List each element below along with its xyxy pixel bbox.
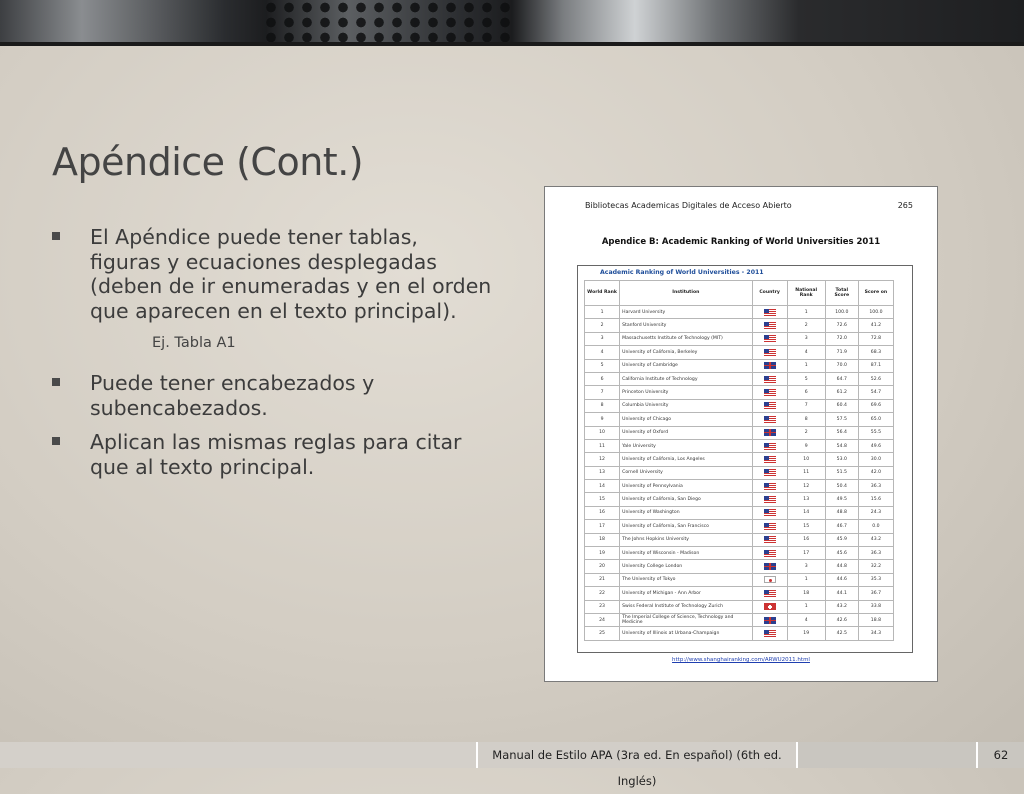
cell-score-on: 15.6 (858, 493, 893, 506)
table-row (585, 399, 894, 412)
cell-score-on: 65.0 (858, 413, 893, 426)
cell-institution[interactable]: Massachusetts Institute of Technology (MIT) (620, 332, 752, 345)
cell-score-on: 34.3 (858, 627, 893, 640)
cell-total-score: 45.6 (825, 547, 858, 560)
cell-total-score: 64.7 (825, 372, 858, 385)
bullet-text-1: El Apéndice puede tener tablas, figuras y ecuaciones desplegadas (deben de ir enumeradas y en el orden que aparecen en el texto principal). (90, 225, 492, 323)
cell-total-score: 42.5 (825, 627, 858, 640)
bullet-text-3: Aplican las mismas reglas para citar que al texto principal. (90, 430, 462, 479)
cell-national-rank: 17 (787, 547, 825, 560)
bullet-item-1 (52, 225, 492, 323)
cell-world-rank: 12 (585, 453, 620, 466)
bullet-text-2: Puede tener encabezados y subencabezados. (90, 371, 375, 420)
cell-national-rank: 1 (787, 573, 825, 586)
cell-total-score: 48.8 (825, 506, 858, 519)
slide-title: Apéndice (Cont.) (52, 140, 364, 184)
footer-empty-cell (0, 742, 476, 768)
table-header-row (585, 281, 894, 306)
cell-country (752, 506, 787, 519)
cell-world-rank: 6 (585, 372, 620, 385)
cell-world-rank: 15 (585, 493, 620, 506)
cell-national-rank: 5 (787, 372, 825, 385)
cell-country (752, 560, 787, 573)
square-bullet-icon (52, 378, 60, 386)
cell-country (752, 587, 787, 600)
cell-institution[interactable]: The Imperial College of Science, Technology and Medicine (620, 613, 752, 626)
cell-total-score: 51.5 (825, 466, 858, 479)
cell-world-rank: 16 (585, 506, 620, 519)
cell-score-on: 33.8 (858, 600, 893, 613)
cell-score-on: 18.8 (858, 613, 893, 626)
cell-world-rank: 4 (585, 346, 620, 359)
banner-shadow (0, 42, 1024, 46)
flag-us-icon (764, 483, 776, 490)
cell-score-on: 69.6 (858, 399, 893, 412)
cell-institution[interactable]: University of Illinois at Urbana-Champaign (620, 627, 752, 640)
cell-national-rank: 9 (787, 439, 825, 452)
flag-ch-icon (764, 603, 776, 610)
header-banner-image (0, 0, 1024, 46)
flag-us-icon (764, 402, 776, 409)
slide-footer (0, 742, 1024, 788)
flag-us-icon (764, 443, 776, 450)
cell-total-score: 72.6 (825, 319, 858, 332)
cell-national-rank: 2 (787, 319, 825, 332)
cell-score-on: 24.3 (858, 506, 893, 519)
cell-national-rank: 19 (787, 627, 825, 640)
bullet-list (52, 225, 492, 489)
cell-national-rank: 1 (787, 359, 825, 372)
cell-world-rank: 11 (585, 439, 620, 452)
cell-institution[interactable]: University College London (620, 560, 752, 573)
column-header-total-score: Total Score (825, 281, 858, 306)
cell-national-rank: 10 (787, 453, 825, 466)
cell-world-rank: 9 (585, 413, 620, 426)
flag-us-icon (764, 496, 776, 503)
cell-country (752, 399, 787, 412)
cell-country (752, 453, 787, 466)
bullet-item-3 (52, 430, 492, 479)
cell-institution[interactable]: The Johns Hopkins University (620, 533, 752, 546)
flag-us-icon (764, 309, 776, 316)
cell-country (752, 533, 787, 546)
cell-score-on: 55.5 (858, 426, 893, 439)
cell-world-rank: 18 (585, 533, 620, 546)
cell-national-rank: 3 (787, 560, 825, 573)
cell-country (752, 413, 787, 426)
flag-uk-icon (764, 429, 776, 436)
cell-country (752, 319, 787, 332)
cell-country (752, 346, 787, 359)
cell-total-score: 46.7 (825, 520, 858, 533)
cell-country (752, 426, 787, 439)
cell-world-rank: 22 (585, 587, 620, 600)
column-header-institution: Institution (620, 281, 752, 306)
cell-total-score: 44.6 (825, 573, 858, 586)
cell-institution[interactable]: Princeton University (620, 386, 752, 399)
flag-us-icon (764, 590, 776, 597)
flag-us-icon (764, 509, 776, 516)
cell-total-score: 44.8 (825, 560, 858, 573)
square-bullet-icon (52, 232, 60, 240)
cell-world-rank: 8 (585, 399, 620, 412)
cell-world-rank: 2 (585, 319, 620, 332)
table-row (585, 520, 894, 533)
document-header: Bibliotecas Academicas Digitales de Acceso Abierto (585, 201, 792, 210)
flag-uk-icon (764, 362, 776, 369)
cell-total-score: 61.2 (825, 386, 858, 399)
column-header-score-on: Score on (858, 281, 893, 306)
flag-us-icon (764, 389, 776, 396)
cell-national-rank: 8 (787, 413, 825, 426)
cell-institution[interactable]: University of Cambridge (620, 359, 752, 372)
table-row (585, 453, 894, 466)
cell-institution[interactable]: California Institute of Technology (620, 372, 752, 385)
cell-total-score: 44.1 (825, 587, 858, 600)
cell-total-score: 42.6 (825, 613, 858, 626)
cell-score-on: 0.0 (858, 520, 893, 533)
document-title: Apendice B: Academic Ranking of World Universities 2011 (601, 237, 881, 247)
cell-score-on: 36.7 (858, 587, 893, 600)
cell-national-rank: 7 (787, 399, 825, 412)
ranking-table-caption: Academic Ranking of World Universities - 2011 (600, 269, 764, 276)
cell-country (752, 613, 787, 626)
cell-score-on: 100.0 (858, 306, 893, 319)
cell-national-rank: 12 (787, 480, 825, 493)
cell-national-rank: 18 (787, 587, 825, 600)
flag-us-icon (764, 630, 776, 637)
flag-us-icon (764, 469, 776, 476)
cell-total-score: 100.0 (825, 306, 858, 319)
cell-country (752, 359, 787, 372)
cell-national-rank: 4 (787, 613, 825, 626)
column-header-national-rank: National Rank (787, 281, 825, 306)
cell-national-rank: 6 (787, 386, 825, 399)
ranking-table (584, 280, 894, 641)
flag-us-icon (764, 550, 776, 557)
slide-number: 62 (976, 742, 1024, 768)
flag-us-icon (764, 349, 776, 356)
cell-institution[interactable]: Yale University (620, 439, 752, 452)
flag-us-icon (764, 416, 776, 423)
cell-institution[interactable]: University of California, Berkeley (620, 346, 752, 359)
cell-total-score: 56.4 (825, 426, 858, 439)
table-row (585, 372, 894, 385)
cell-institution[interactable]: Swiss Federal Institute of Technology Zurich (620, 600, 752, 613)
table-row (585, 506, 894, 519)
cell-institution[interactable]: University of Oxford (620, 426, 752, 439)
flag-us-icon (764, 456, 776, 463)
ranking-table-body (585, 306, 894, 641)
cell-world-rank: 13 (585, 466, 620, 479)
table-row (585, 386, 894, 399)
cell-national-rank: 4 (787, 346, 825, 359)
column-header-world-rank: World Rank (585, 281, 620, 306)
source-link[interactable]: http://www.shanghairanking.com/ARWU2011.html (672, 657, 810, 663)
cell-country (752, 372, 787, 385)
cell-score-on: 36.3 (858, 547, 893, 560)
cell-world-rank: 3 (585, 332, 620, 345)
cell-world-rank: 14 (585, 480, 620, 493)
cell-country (752, 573, 787, 586)
cell-total-score: 50.4 (825, 480, 858, 493)
cell-country (752, 332, 787, 345)
cell-national-rank: 2 (787, 426, 825, 439)
bullet-item-2 (52, 371, 492, 420)
cell-world-rank: 17 (585, 520, 620, 533)
cell-national-rank: 13 (787, 493, 825, 506)
table-row (585, 573, 894, 586)
cell-score-on: 54.7 (858, 386, 893, 399)
cell-institution[interactable]: Columbia University (620, 399, 752, 412)
cell-world-rank: 10 (585, 426, 620, 439)
cell-world-rank: 24 (585, 613, 620, 626)
column-header-country: Country (752, 281, 787, 306)
table-row (585, 359, 894, 372)
cell-total-score: 43.2 (825, 600, 858, 613)
cell-world-rank: 21 (585, 573, 620, 586)
cell-world-rank: 7 (585, 386, 620, 399)
cell-total-score: 49.5 (825, 493, 858, 506)
cell-institution[interactable]: University of Michigan - Ann Arbor (620, 587, 752, 600)
footer-text: Manual de Estilo APA (3ra ed. En español) (6th ed. Inglés) (476, 742, 796, 768)
cell-total-score: 72.0 (825, 332, 858, 345)
banner-texture (262, 0, 516, 46)
flag-jp-icon (764, 576, 776, 583)
table-row (585, 332, 894, 345)
cell-national-rank: 14 (787, 506, 825, 519)
cell-institution[interactable]: University of Chicago (620, 413, 752, 426)
table-row (585, 413, 894, 426)
cell-country (752, 520, 787, 533)
cell-score-on: 49.6 (858, 439, 893, 452)
flag-us-icon (764, 335, 776, 342)
cell-total-score: 71.9 (825, 346, 858, 359)
cell-national-rank: 15 (787, 520, 825, 533)
cell-score-on: 41.2 (858, 319, 893, 332)
cell-world-rank: 25 (585, 627, 620, 640)
cell-country (752, 439, 787, 452)
cell-score-on: 35.3 (858, 573, 893, 586)
cell-total-score: 57.5 (825, 413, 858, 426)
table-row (585, 306, 894, 319)
cell-institution[interactable]: Stanford University (620, 319, 752, 332)
cell-institution[interactable]: Cornell University (620, 466, 752, 479)
cell-institution[interactable]: University of Washington (620, 506, 752, 519)
table-row (585, 533, 894, 546)
cell-world-rank: 23 (585, 600, 620, 613)
document-page-number: 265 (897, 201, 913, 210)
cell-institution[interactable]: University of Pennsylvania (620, 480, 752, 493)
cell-score-on: 42.0 (858, 466, 893, 479)
cell-world-rank: 1 (585, 306, 620, 319)
square-bullet-icon (52, 437, 60, 445)
cell-national-rank: 3 (787, 332, 825, 345)
cell-country (752, 493, 787, 506)
cell-total-score: 45.9 (825, 533, 858, 546)
table-row (585, 627, 894, 640)
table-row (585, 493, 894, 506)
cell-world-rank: 20 (585, 560, 620, 573)
cell-national-rank: 1 (787, 306, 825, 319)
flag-us-icon (764, 322, 776, 329)
table-row (585, 547, 894, 560)
flag-us-icon (764, 376, 776, 383)
cell-institution[interactable]: University of California, San Diego (620, 493, 752, 506)
cell-country (752, 627, 787, 640)
cell-total-score: 60.4 (825, 399, 858, 412)
table-row (585, 613, 894, 626)
table-row (585, 600, 894, 613)
cell-score-on: 32.2 (858, 560, 893, 573)
cell-world-rank: 5 (585, 359, 620, 372)
example-label: Ej. Tabla A1 (152, 335, 236, 351)
ranking-table-frame (577, 265, 913, 653)
table-row (585, 439, 894, 452)
cell-score-on: 68.3 (858, 346, 893, 359)
cell-country (752, 466, 787, 479)
cell-score-on: 30.0 (858, 453, 893, 466)
cell-score-on: 36.3 (858, 480, 893, 493)
cell-institution[interactable]: University of California, San Francisco (620, 520, 752, 533)
cell-institution[interactable]: University of Wisconsin - Madison (620, 547, 752, 560)
cell-country (752, 480, 787, 493)
cell-total-score: 53.0 (825, 453, 858, 466)
cell-total-score: 54.8 (825, 439, 858, 452)
cell-score-on: 52.6 (858, 372, 893, 385)
flag-uk-icon (764, 617, 776, 624)
cell-national-rank: 1 (787, 600, 825, 613)
table-row (585, 560, 894, 573)
cell-total-score: 70.0 (825, 359, 858, 372)
table-row (585, 466, 894, 479)
cell-world-rank: 19 (585, 547, 620, 560)
cell-country (752, 386, 787, 399)
cell-institution[interactable]: The University of Tokyo (620, 573, 752, 586)
cell-institution[interactable]: Harvard University (620, 306, 752, 319)
footer-spacer (796, 742, 976, 768)
flag-us-icon (764, 523, 776, 530)
table-row (585, 426, 894, 439)
table-row (585, 346, 894, 359)
flag-uk-icon (764, 563, 776, 570)
cell-score-on: 43.2 (858, 533, 893, 546)
flag-us-icon (764, 536, 776, 543)
cell-country (752, 306, 787, 319)
cell-country (752, 547, 787, 560)
cell-score-on: 87.1 (858, 359, 893, 372)
cell-national-rank: 11 (787, 466, 825, 479)
table-row (585, 319, 894, 332)
table-row (585, 587, 894, 600)
table-row (585, 480, 894, 493)
cell-national-rank: 16 (787, 533, 825, 546)
appendix-figure-image (544, 186, 938, 682)
cell-score-on: 72.8 (858, 332, 893, 345)
cell-country (752, 600, 787, 613)
cell-institution[interactable]: University of California, Los Angeles (620, 453, 752, 466)
